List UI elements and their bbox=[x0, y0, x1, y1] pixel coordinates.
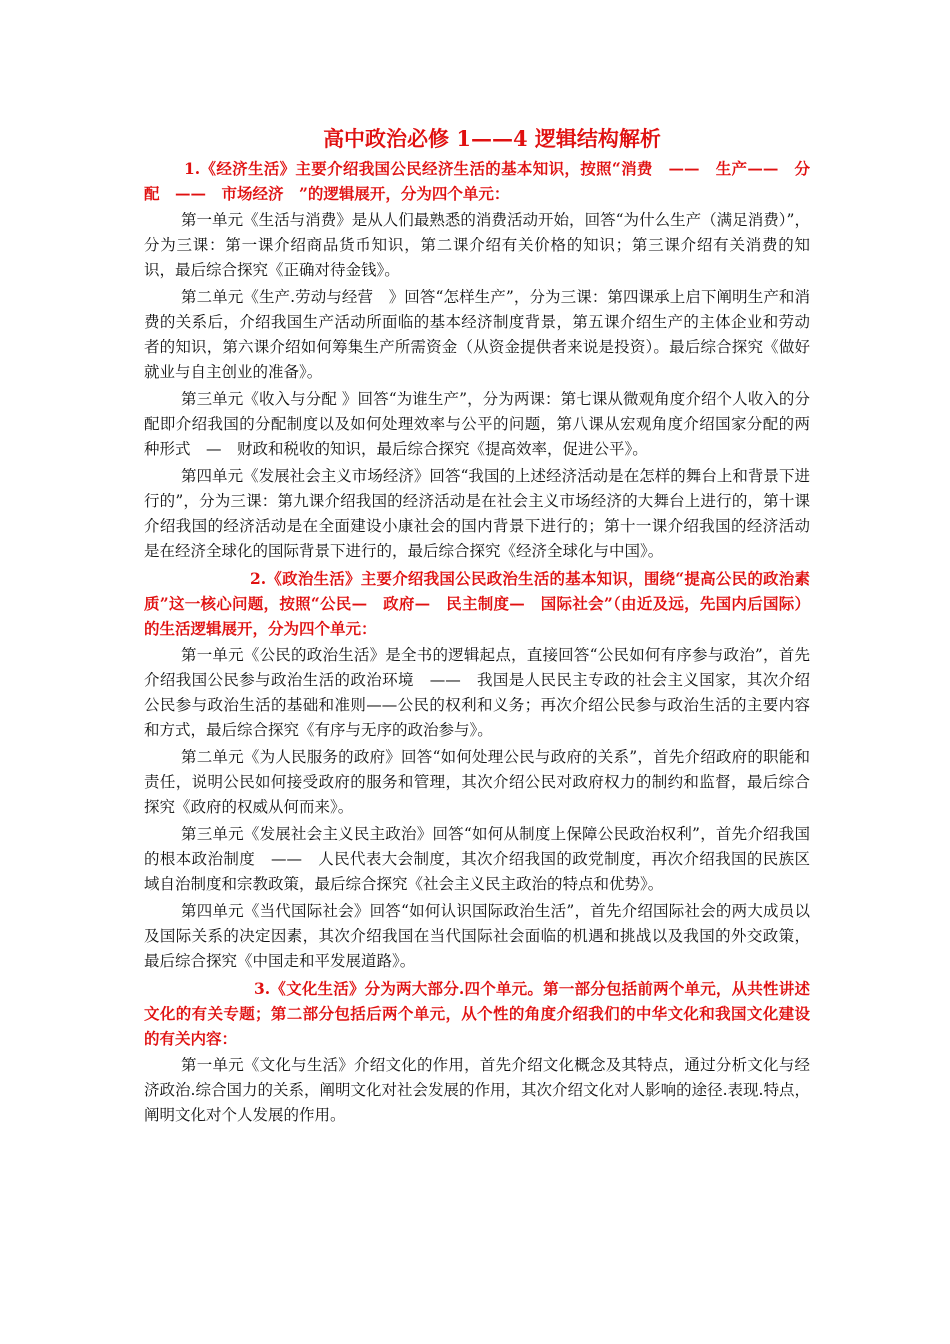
paragraph: 第一单元《公民的政治生活》是全书的逻辑起点，直接回答“公民如何有序参与政治”，首先介绍我国公民参与政治生活的政治环境 —— 我国是人民民主专政的社会主义国家，其次介绍公民参与政治生活的基础和准则——公民的权利和义务；再次介绍公民参与政治生活的主要内容和方式，最后综合探究《有序与无序的政治参与》。 bbox=[144, 646, 810, 739]
document-title: 高中政治必修 1——4 逻辑结构解析 bbox=[323, 126, 661, 151]
paragraph: 第二单元《生产.劳动与经营 》回答“怎样生产”，分为三课：第四课承上启下阐明生产和消费的关系后，介绍我国生产活动所面临的基本经济制度背景，第五课介绍生产的主体企业和劳动者的知识，第六课介绍如何筹集生产所需资金（从资金提供者来说是投资）。最后综合探究《做好就业与自主创业的准备》。 bbox=[144, 288, 810, 381]
paragraph: 第二单元《为人民服务的政府》回答“如何处理公民与政府的关系”，首先介绍政府的职能和责任，说明公民如何接受政府的服务和管理，其次介绍公民对政府权力的制约和监督，最后综合探究《政府的权威从何而来》。 bbox=[144, 748, 810, 816]
paragraph: 第四单元《发展社会主义市场经济》回答“我国的上述经济活动是在怎样的舞台上和背景下进行的”，分为三课：第九课介绍我国的经济活动是在社会主义市场经济的大舞台上进行的，第十课介绍我国的经济活动是在全面建设小康社会的国内背景下进行的；第十一课介绍我国的经济活动是在经济全球化的国际背景下进行的，最后综合探究《经济全球化与中国》。 bbox=[144, 467, 810, 560]
section-cultural-life bbox=[144, 976, 810, 1128]
section-political-life bbox=[144, 566, 810, 974]
paragraph: 第一单元《文化与生活》介绍文化的作用，首先介绍文化概念及其特点，通过分析文化与经济政治.综合国力的关系，阐明文化对社会发展的作用，其次介绍文化对人影响的途径.表现.特点，阐明文化对个人发展的作用。 bbox=[144, 1056, 810, 1124]
section-heading: 2.《政治生活》主要介绍我国公民政治生活的基本知识，围绕“提高公民的政治素质”这一核心问题，按照“公民— 政府— 民主制度— 国际社会”（由近及远，先国内后国际）的生活逻辑展开，分为四个单元： bbox=[144, 569, 810, 638]
section-economic-life bbox=[144, 156, 810, 564]
section-heading: 1.《经济生活》主要介绍我国公民经济生活的基本知识，按照“消费 —— 生产—— 分配 —— 市场经济 ”的逻辑展开，分为四个单元： bbox=[144, 159, 810, 203]
section-heading: 3.《文化生活》分为两大部分.四个单元。第一部分包括前两个单元，从共性讲述文化的有关专题；第二部分包括后两个单元，从个性的角度介绍我们的中华文化和我国文化建设的有关内容： bbox=[144, 979, 810, 1048]
document-content bbox=[144, 124, 810, 1130]
paragraph: 第一单元《生活与消费》是从人们最熟悉的消费活动开始，回答“为什么生产（满足消费）”，分为三课：第一课介绍商品货币知识，第二课介绍有关价格的知识；第三课介绍有关消费的知识，最后综合探究《正确对待金钱》。 bbox=[144, 211, 810, 279]
paragraph: 第三单元《发展社会主义民主政治》回答“如何从制度上保障公民政治权利”，首先介绍我国的根本政治制度 —— 人民代表大会制度，其次介绍我国的政党制度，再次介绍我国的民族区域自治制度和宗教政策，最后综合探究《社会主义民主政治的特点和优势》。 bbox=[144, 825, 810, 893]
paragraph: 第四单元《当代国际社会》回答“如何认识国际政治生活”，首先介绍国际社会的两大成员以及国际关系的决定因素，其次介绍我国在当代国际社会面临的机遇和挑战以及我国的外交政策，最后综合探究《中国走和平发展道路》。 bbox=[144, 902, 810, 970]
paragraph: 第三单元《收入与分配 》回答“为谁生产”，分为两课：第七课从微观角度介绍个人收入的分配即介绍我国的分配制度以及如何处理效率与公平的问题，第八课从宏观角度介绍国家分配的两种形式 — 财政和税收的知识，最后综合探究《提高效率，促进公平》。 bbox=[144, 390, 810, 458]
